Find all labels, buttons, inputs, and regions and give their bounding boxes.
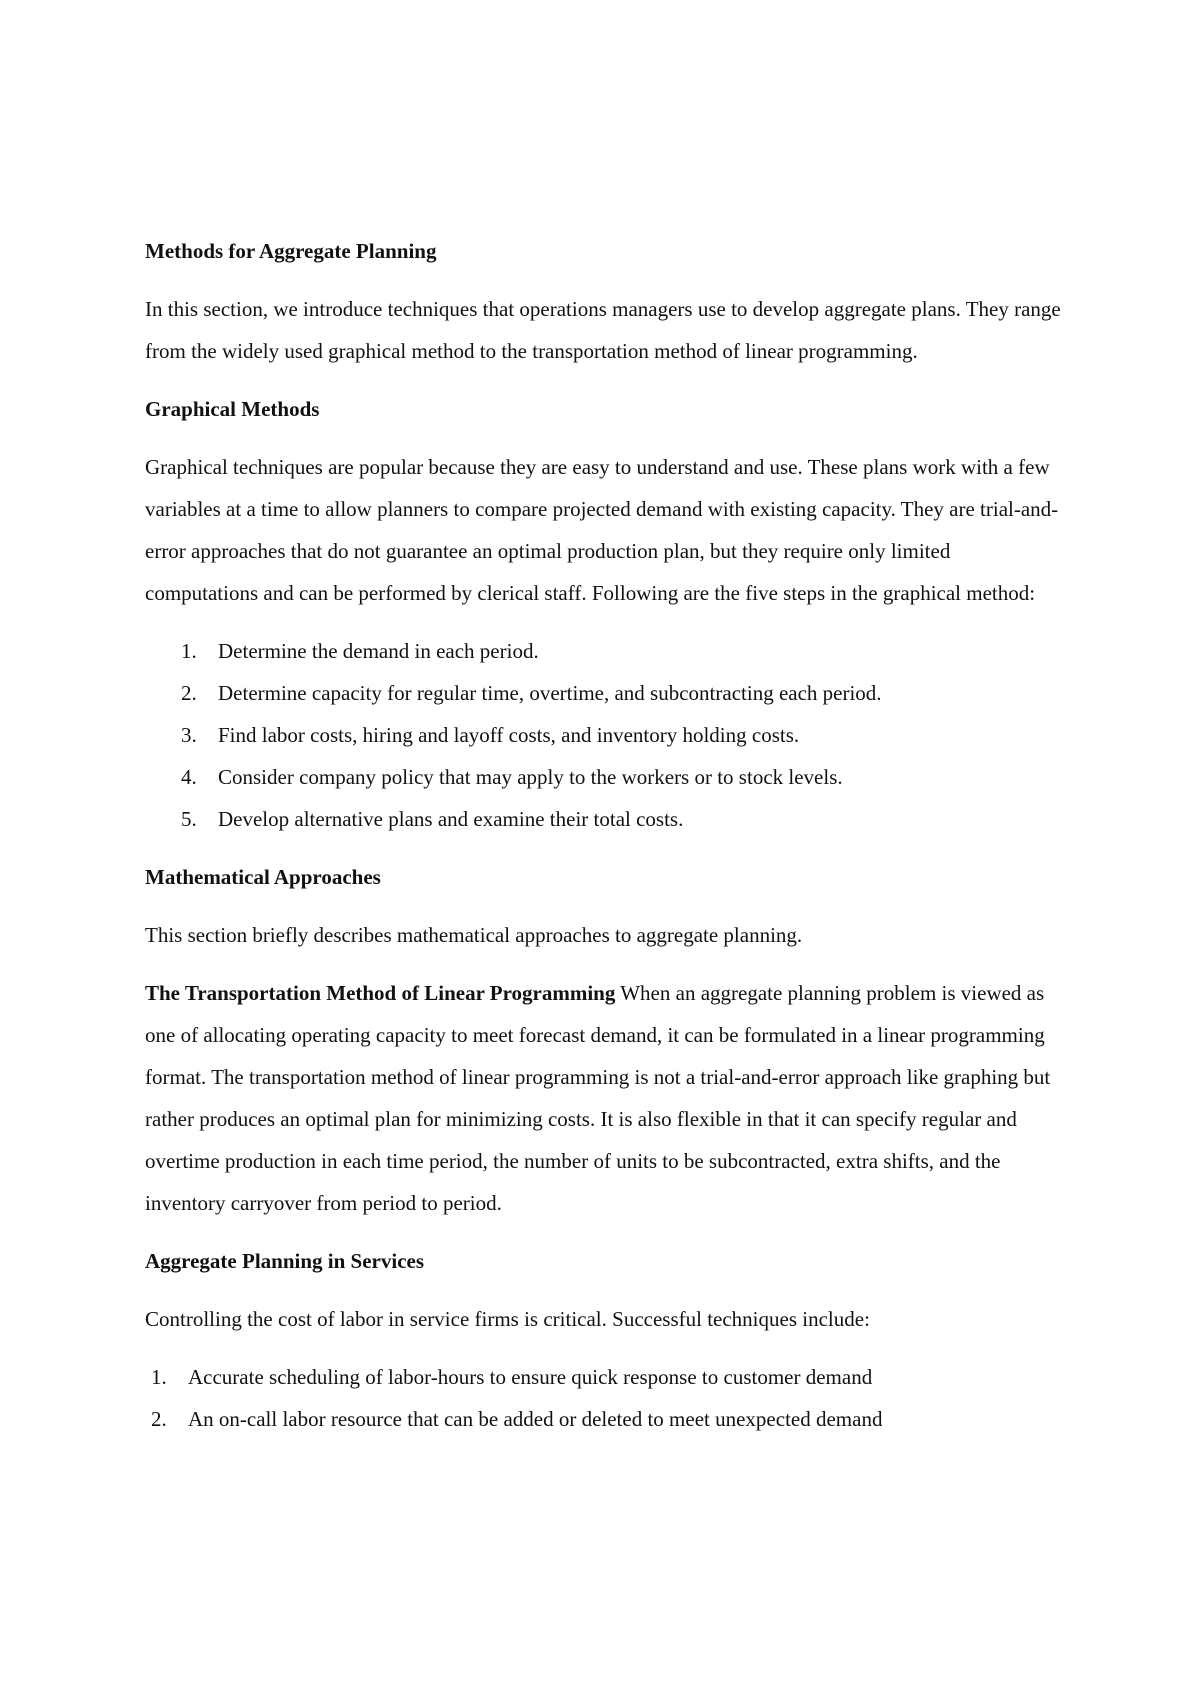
list-number: 4.	[181, 765, 197, 789]
transportation-body: When an aggregate planning problem is viewed as one of allocating operating capacity to meet forecast demand, it can be formulated in a linear programming format. The transportation method of linear programming is not a trial-and-error approach like graphing but rather produces an optimal plan for minimizing costs. It is also flexible in that it can specify regular and overtime production in each time period, the number of units to be subcontracted, extra shifts, and the inventory carryover from period to period.	[145, 981, 1051, 1215]
list-item	[145, 714, 1065, 756]
heading-methods: Methods for Aggregate Planning	[145, 239, 437, 263]
heading-services: Aggregate Planning in Services	[145, 1249, 425, 1273]
list-text: Accurate scheduling of labor-hours to ensure quick response to customer demand	[188, 1365, 873, 1389]
heading-mathematical: Mathematical Approaches	[145, 865, 381, 889]
list-item	[145, 672, 1065, 714]
paragraph-services: Controlling the cost of labor in service firms is critical. Successful techniques include:	[145, 1307, 870, 1331]
list-number: 3.	[181, 723, 197, 747]
transportation-lead: The Transportation Method of Linear Programming	[145, 981, 616, 1005]
document-page	[145, 230, 1065, 1440]
list-number: 1.	[181, 639, 197, 663]
list-item	[145, 1398, 1065, 1440]
list-item	[145, 798, 1065, 840]
list-text: Consider company policy that may apply to the workers or to stock levels.	[218, 765, 843, 789]
list-text: Find labor costs, hiring and layoff costs, and inventory holding costs.	[218, 723, 800, 747]
graphical-steps-list	[145, 630, 1065, 840]
services-techniques-list	[145, 1356, 1065, 1440]
list-text: Determine capacity for regular time, overtime, and subcontracting each period.	[218, 681, 882, 705]
paragraph-mathematical: This section briefly describes mathematical approaches to aggregate planning.	[145, 923, 803, 947]
heading-graphical: Graphical Methods	[145, 397, 320, 421]
paragraph-graphical: Graphical techniques are popular because they are easy to understand and use. These plans work with a few variables at a time to allow planners to compare projected demand with existing capacity. They are trial-and-error approaches that do not guarantee an optimal production plan, but they require only limited computations and can be performed by clerical staff. Following are the five steps in the graphical method:	[145, 455, 1059, 605]
list-number: 2.	[151, 1407, 167, 1431]
list-number: 1.	[151, 1365, 167, 1389]
list-text: Develop alternative plans and examine their total costs.	[218, 807, 684, 831]
list-item	[145, 756, 1065, 798]
list-number: 2.	[181, 681, 197, 705]
list-text: An on-call labor resource that can be added or deleted to meet unexpected demand	[188, 1407, 883, 1431]
list-item	[145, 630, 1065, 672]
list-item	[145, 1356, 1065, 1398]
paragraph-transportation	[145, 972, 1065, 1224]
paragraph-methods-intro: In this section, we introduce techniques that operations managers use to develop aggregate plans. They range from the widely used graphical method to the transportation method of linear programming.	[145, 297, 1061, 363]
list-text: Determine the demand in each period.	[218, 639, 539, 663]
list-number: 5.	[181, 807, 197, 831]
